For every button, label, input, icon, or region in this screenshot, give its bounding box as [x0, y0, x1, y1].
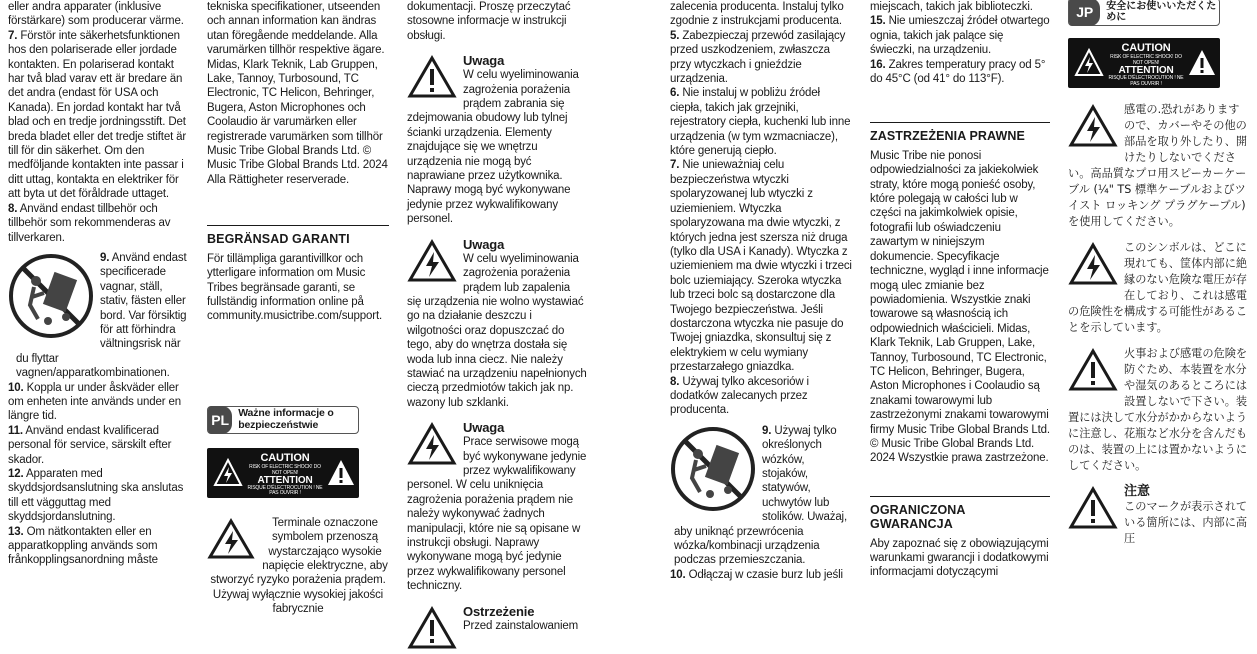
list-item: 7. Förstör inte säkerhetsfunktionen hos den polariserade eller jordade kontakten. En polariserad kontakt har två blad varav ett är bredare än det andra (endast för USA och Kanada). En jordad kontakt har två blad och en tredje jordningsstift. Det breda bladet eller det tredje stiftet är till för din säkerhet. Om den medföljande kontakten inte passar i ditt uttag, kontakta en elektriker för att byta ut det föråldrade uttaget. — [8, 29, 187, 201]
lightning-warning-icon — [213, 458, 243, 488]
list-item: 10. Koppla ur under åskväder eller om enheten inte används under en längre tid. — [8, 381, 181, 423]
paragraph: zalecenia producenta. Instaluj tylko zgodnie z instrukcjami producenta. — [670, 1, 844, 28]
paragraph: dokumentacji. Proszę przeczytać stosowne informacje w instrukcji obsługi. — [407, 1, 571, 42]
exclamation-warning-icon — [407, 55, 457, 103]
warning-text: Przed zainstalowaniem — [463, 619, 579, 632]
list-item: 5. Zabezpieczaj przewód zasilający przed uszkodzeniem, zwłaszcza przy wtyczkach i gnieździe urządzenia. — [670, 29, 846, 86]
language-code: PL — [208, 406, 232, 434]
language-code: JP — [1069, 0, 1100, 26]
lightning-warning-icon — [1068, 104, 1118, 153]
warning-block — [1068, 346, 1250, 474]
column-pl-legal — [870, 0, 1050, 606]
warning-title: Uwaga — [463, 53, 505, 69]
list-item: 10. Odłączaj w czasie burz lub jeśli — [670, 568, 843, 581]
warning-block — [407, 604, 587, 633]
paragraph: Aby zapoznać się z obowiązującymi warunkami gwarancji i dodatkowymi informacjami dotyczącymi — [870, 537, 1049, 579]
caution-label: CAUTION RISK OF ELECTRIC SHOCK! DO NOT OPEN! ATTENTION RISQUE D'ÉLECTROCUTION ! NE PAS OUVRIR ! — [207, 448, 359, 498]
section-title-warranty: BEGRÄNSAD GARANTI — [207, 225, 389, 246]
column-sv-legal — [207, 0, 389, 616]
paragraph: miejscach, takich jak biblioteczki. — [870, 1, 1033, 13]
warning-text: このシンボルは、どこに現れても、筐体内部に絶縁のない危険な電圧が存在しており、これは感電の危険性を構成する可能性があることを示しています。 — [1068, 241, 1248, 334]
warning-block — [1068, 240, 1250, 336]
warning-title: Uwaga — [463, 420, 505, 436]
language-badge-pl — [207, 406, 359, 434]
language-label: Ważne informacje o bezpieczeństwie — [238, 407, 334, 431]
list-item: 8. Använd endast tillbehör och tillbehör som rekommenderas av tillverkaren. — [8, 202, 171, 244]
exclamation-warning-icon — [327, 458, 355, 488]
warning-text: W celu wyeliminowania zagrożenia porażenia prądem lub zapalenia się urządzenia nie wolno wystawiać go na działanie deszczu i wilgotności oraz dopuszczać do tego, aby do wnętrza dostała się woda lub inna ciecz. Nie należy stawiać na urządzeniu napełnionych cieczą przedmiotów takich jak np. wazony lub szklanki. — [407, 252, 587, 409]
column-sv-safety — [8, 0, 191, 606]
list-item: 9. Używaj tylko określonych wózków, stojaków, statywów, uchwytów lub stolików. Uważaj, aby uniknąć przewrócenia wózka/kombinacji urządzenia podczas przemieszczania. — [674, 424, 848, 567]
cart-tipover-icon — [8, 253, 94, 343]
warning-title: 注意 — [1124, 484, 1151, 499]
warning-title: Uwaga — [463, 236, 505, 252]
exclamation-warning-icon — [1068, 348, 1118, 397]
column-jp-safety — [1068, 0, 1250, 606]
warning-block — [407, 53, 587, 226]
caution-label: CAUTION RISK OF ELECTRIC SHOCK! DO NOT OPEN! ATTENTION RISQUE D'ÉLECTROCUTION ! NE PAS OUVRIR ! — [1068, 38, 1220, 88]
language-label: 安全にお使いいただくために — [1106, 1, 1217, 23]
warning-block — [407, 237, 587, 410]
paragraph: För tillämpliga garantivillkor och ytterligare information om Music Tribes begränsade garanti, se fullständig information online på community.musictribe.com/support. — [207, 252, 383, 323]
warning-title: Ostrzeżenie — [463, 603, 535, 619]
list-item: 16. Zakres temperatury pracy od 5° do 45°C (od 41° do 113°F). — [870, 58, 1046, 86]
lightning-warning-icon — [407, 239, 457, 287]
lightning-warning-icon — [207, 518, 255, 564]
section-title-warranty: OGRANICZONA GWARANCJA — [870, 496, 1050, 532]
warning-text: 感電の.恐れがありますので、カバーやその他の部品を取り外したり、開けたりしないでください。高品質なプロ用スピーカーケーブル (¼" TS 標準ケーブルおよびツイスト ロッキング プラグケーブル) を使用してください。 — [1068, 103, 1248, 228]
lightning-warning-icon — [407, 422, 457, 470]
warning-text: Prace serwisowe mogą być wykonywane jedynie przez wykwalifikowany personel. W celu uniknięcia zagrożenia porażenia prądem nie należy wykonywać żadnych manipulacji, które nie są opisane w instrukcji obsługi. Naprawy wykonywane mogą być jedynie przez wykwalifikowany personel techniczny. — [407, 436, 587, 593]
paragraph: eller andra apparater (inklusive förstärkare) som producerar värme. — [8, 1, 184, 28]
paragraph: Terminale oznaczone symbolem przenoszą wystarczająco wysokie napięcie elektryczne, aby stworzyć ryzyko porażenia prądem. Używaj wyłącznie wysokiej jakości fabrycznie — [210, 516, 388, 616]
cart-tipover-icon — [670, 426, 756, 516]
lightning-warning-icon — [1074, 48, 1104, 78]
warning-block — [1068, 484, 1250, 547]
warning-block — [1068, 102, 1250, 230]
warning-text: W celu wyeliminowania zagrożenia porażenia prądem zabrania się zdejmowania obudowy lub tylnej ścianki urządzenia. Elementy znajdujące się we wnętrzu urządzenia nie mogą być naprawiane przez użytkownika. Naprawy mogą być wykonywane jedynie przez wykwalifikowany personel. — [407, 69, 579, 226]
list-item: 15. Nie umieszczaj źródeł otwartego ognia, takich jak palące się świeczki, na urządzeniu. — [870, 15, 1050, 57]
warning-block — [407, 420, 587, 593]
exclamation-warning-icon — [1068, 486, 1118, 535]
list-item: 12. Apparaten med skyddsjordsanslutning ska anslutas till ett vägguttag med skyddsjordanslutning. — [8, 468, 184, 524]
warning-text: 火事および感電の危険を防ぐため、本装置を水分や湿気のあるところには設置しないで下さい。装置には決して水分がかからないように注意し、花瓶など水分を含んだものは、装置の上には置かないようにしてください。 — [1068, 347, 1248, 472]
list-item: 9. Använd endast specificerade vagnar, ställ, stativ, fästen eller bord. Var försiktig för att förhindra vältningsrisk när du flyttar vagnen/apparatkombinationen. — [16, 251, 187, 380]
list-item: 13. Om nätkontakten eller en apparatkoppling används som frånkopplingsanordning måste — [8, 525, 158, 567]
exclamation-warning-icon — [407, 606, 457, 654]
list-item: 7. Nie unieważniaj celu bezpieczeństwa wtyczki spolaryzowanej lub wtyczki z uziemieniem. Wtyczka spolaryzowana ma dwie wtyczki, z których jedna jest szersza niż druga (tylko dla USA i Kanady). Wtyczka z uziemieniem ma dwie wtyczki i trzeci bolc uziemiający. Szeroka wtyczka lub trzeci bolc są dostarczone dla Twojego bezpieczeństwa. Jeśli dostarczona wtyczka nie pasuje do Twojej gniazdka, skonsultuj się z elektrykiem w celu wymiany przestarzałego gniazdka. — [670, 159, 852, 374]
lightning-warning-icon — [1068, 242, 1118, 291]
warning-text: このマークが表示されている箇所には、内部に高圧 — [1124, 500, 1248, 545]
list-item: 6. Nie instaluj w pobliżu źródeł ciepła, takich jak grzejniki, rejestratory ciepła, kuchenki lub inne urządzenia (w tym wzmacniacze), które generują ciepło. — [670, 87, 851, 158]
list-item: 8. Używaj tylko akcesoriów i dodatków zalecanych przez producenta. — [670, 375, 809, 417]
section-title-legal: ZASTRZEŻENIA PRAWNE — [870, 122, 1050, 143]
paragraph: Music Tribe nie ponosi odpowiedzialności za jakiekolwiek straty, które mogą ponieść osoby, które polegają w całości lub w części na jakimkolwiek opisie, fotografii lub oświadczeniu zawartym w niniejszym dokumencie. Specyfikacje techniczne, wygląd i inne informacje mogą ulec zmianie bez powiadomienia. Wszystkie znaki towarowe są własnością ich odpowiednich właścicieli. Midas, Klark Teknik, Lab Gruppen, Lake, Tannoy, Turbosound, TC Electronic, TC Helicon, Behringer, Bugera, Aston Microphones i Coolaudio są znakami towarowymi lub zastrzeżonymi znakami towarowymi firmy Music Tribe Global Brands Ltd. © Music Tribe Global Brands Ltd. 2024 Wszystkie prawa zastrzeżone. — [870, 149, 1050, 465]
exclamation-warning-icon — [1188, 48, 1216, 78]
list-item: 11. Använd endast kvalificerad personal för service, särskilt efter skador. — [8, 424, 172, 466]
language-badge-jp — [1068, 0, 1220, 26]
paragraph: tekniska specifikationer, utseenden och annan information kan ändras utan föregående meddelande. Alla varumärken tillhör respektive ägare. Midas, Klark Teknik, Lab Gruppen, Lake, Tannoy, Turbosound, TC Electronic, TC Helicon, Behringer, Bugera, Aston Microphones och Coolaudio är varumärken eller registrerade varumärken som tillhör Music Tribe Global Brands Ltd. © Music Tribe Global Brands Ltd. 2024 Alla Rättigheter reserverade. — [207, 1, 388, 186]
column-pl-safety — [670, 0, 852, 606]
column-pl-warnings — [407, 0, 587, 632]
